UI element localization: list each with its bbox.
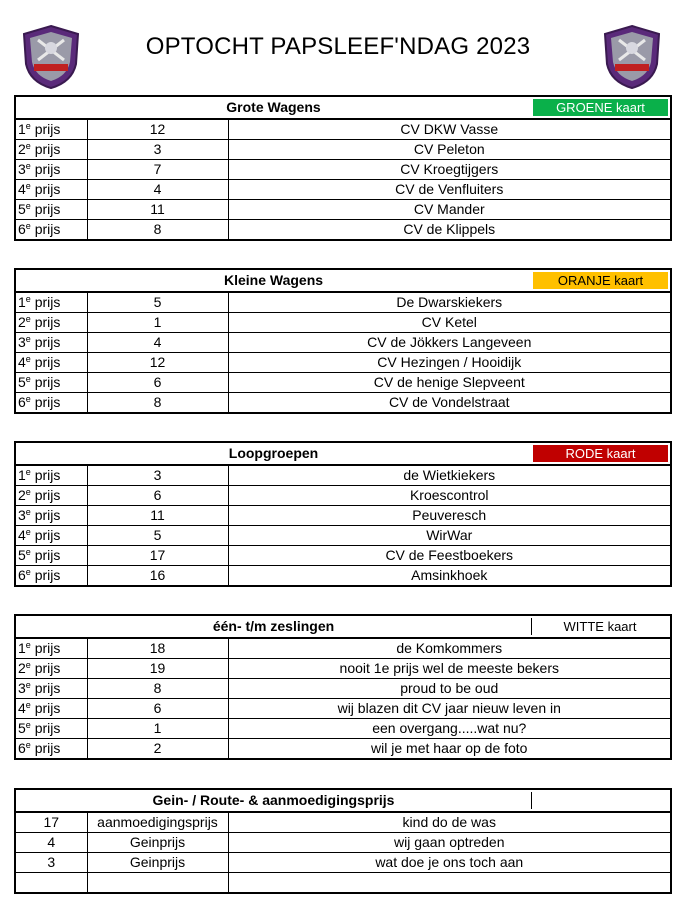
participant-number: 17 xyxy=(87,546,228,566)
participant-name: Amsinkhoek xyxy=(228,566,671,587)
prize-row xyxy=(15,313,671,333)
card-badge-orange: ORANJE kaart xyxy=(533,272,668,289)
prize-row xyxy=(15,160,671,180)
section-title: Grote Wagens xyxy=(15,96,531,119)
participant-name: CV de Klippels xyxy=(228,220,671,241)
section-een-tm-zeslingen xyxy=(14,614,672,760)
prize-row xyxy=(15,739,671,760)
participant-number: 4 xyxy=(15,833,87,853)
prize-rank: 5e prijs xyxy=(15,200,87,220)
participant-name: CV de Feestboekers xyxy=(228,546,671,566)
participant-name: CV Peleton xyxy=(228,140,671,160)
participant-name: CV Ketel xyxy=(228,313,671,333)
section-title: Kleine Wagens xyxy=(15,269,531,292)
prize-row xyxy=(15,853,671,873)
participant-number: 2 xyxy=(87,739,228,760)
prize-rank: 6e prijs xyxy=(15,566,87,587)
prize-row xyxy=(15,526,671,546)
participant-number: 1 xyxy=(87,719,228,739)
prize-rank: 5e prijs xyxy=(15,373,87,393)
participant-name: CV de henige Slepveent xyxy=(228,373,671,393)
section-kleine-wagens xyxy=(14,268,672,414)
prize-row xyxy=(15,638,671,659)
participant-name: een overgang.....wat nu? xyxy=(228,719,671,739)
participant-name: de Wietkiekers xyxy=(228,465,671,486)
participant-number: 16 xyxy=(87,566,228,587)
prize-row xyxy=(15,546,671,566)
prize-row xyxy=(15,220,671,241)
section-header xyxy=(15,442,671,465)
participant-number: 8 xyxy=(87,393,228,414)
participant-name: CV Kroegtijgers xyxy=(228,160,671,180)
participant-name: Kroescontrol xyxy=(228,486,671,506)
participant-number: 17 xyxy=(15,812,87,833)
participant-number: 7 xyxy=(87,160,228,180)
participant-number: 11 xyxy=(87,200,228,220)
participant-number: 19 xyxy=(87,659,228,679)
participant-number: 12 xyxy=(87,119,228,140)
prize-row xyxy=(15,119,671,140)
participant-name: CV Mander xyxy=(228,200,671,220)
card-badge-green: GROENE kaart xyxy=(533,99,668,116)
section-header xyxy=(15,789,671,812)
prize-rank: 2e prijs xyxy=(15,313,87,333)
page-header xyxy=(0,0,676,92)
prize-row xyxy=(15,393,671,414)
prize-row xyxy=(15,719,671,739)
participant-name: CV de Venfluiters xyxy=(228,180,671,200)
participant-number: 18 xyxy=(87,638,228,659)
prize-rank: 2e prijs xyxy=(15,140,87,160)
prize-row xyxy=(15,292,671,313)
participant-name xyxy=(228,873,671,894)
prize-row xyxy=(15,486,671,506)
participant-name: wij blazen dit CV jaar nieuw leven in xyxy=(228,699,671,719)
prize-row xyxy=(15,140,671,160)
participant-name: CV de Vondelstraat xyxy=(228,393,671,414)
participant-name: CV de Jökkers Langeveen xyxy=(228,333,671,353)
prize-row xyxy=(15,833,671,853)
prize-rank: 1e prijs xyxy=(15,638,87,659)
prize-row xyxy=(15,200,671,220)
participant-number: 8 xyxy=(87,220,228,241)
participant-name: wij gaan optreden xyxy=(228,833,671,853)
participant-number: 3 xyxy=(87,140,228,160)
section-title: één- t/m zeslingen xyxy=(15,615,531,638)
card-badge-empty xyxy=(531,792,668,809)
prize-rank: 4e prijs xyxy=(15,353,87,373)
prize-rank: 5e prijs xyxy=(15,719,87,739)
participant-number: 3 xyxy=(87,465,228,486)
prize-rank: 3e prijs xyxy=(15,506,87,526)
prize-row xyxy=(15,506,671,526)
participant-name: Peuveresch xyxy=(228,506,671,526)
prize-rank: 4e prijs xyxy=(15,180,87,200)
card-badge-white: WITTE kaart xyxy=(531,618,668,635)
prize-rank: 3e prijs xyxy=(15,679,87,699)
prize-row-empty xyxy=(15,873,671,894)
card-badge-red: RODE kaart xyxy=(533,445,668,462)
participant-number: 12 xyxy=(87,353,228,373)
prize-rank: 5e prijs xyxy=(15,546,87,566)
participant-name: wat doe je ons toch aan xyxy=(228,853,671,873)
participant-number: 4 xyxy=(87,180,228,200)
prize-type: aanmoedigingsprijs xyxy=(87,812,228,833)
participant-name: proud to be oud xyxy=(228,679,671,699)
section-header xyxy=(15,269,671,292)
prize-type: Geinprijs xyxy=(87,853,228,873)
section-title: Gein- / Route- & aanmoedigingsprijs xyxy=(15,789,531,812)
prize-rank: 3e prijs xyxy=(15,333,87,353)
prize-row xyxy=(15,566,671,587)
participant-name: de Komkommers xyxy=(228,638,671,659)
participant-number: 5 xyxy=(87,292,228,313)
section-grote-wagens xyxy=(14,95,672,241)
prize-rank: 1e prijs xyxy=(15,119,87,140)
prize-row xyxy=(15,659,671,679)
participant-name: CV Hezingen / Hooidijk xyxy=(228,353,671,373)
participant-number: 4 xyxy=(87,333,228,353)
prize-row xyxy=(15,180,671,200)
participant-number: 11 xyxy=(87,506,228,526)
participant-number: 5 xyxy=(87,526,228,546)
prize-rank: 1e prijs xyxy=(15,292,87,313)
prize-rank: 6e prijs xyxy=(15,393,87,414)
participant-number: 3 xyxy=(15,853,87,873)
participant-number xyxy=(15,873,87,894)
page-title: OPTOCHT PAPSLEEF'NDAG 2023 xyxy=(145,33,531,60)
prize-rank: 6e prijs xyxy=(15,739,87,760)
section-header xyxy=(15,615,671,638)
participant-name: kind do de was xyxy=(228,812,671,833)
participant-name: wil je met haar op de foto xyxy=(228,739,671,760)
prize-rank: 2e prijs xyxy=(15,659,87,679)
prize-rank: 6e prijs xyxy=(15,220,87,241)
prize-rank: 1e prijs xyxy=(15,465,87,486)
prize-rank: 3e prijs xyxy=(15,160,87,180)
prize-row xyxy=(15,679,671,699)
prize-row xyxy=(15,333,671,353)
prize-type xyxy=(87,873,228,894)
prize-row xyxy=(15,699,671,719)
participant-number: 6 xyxy=(87,486,228,506)
participant-number: 1 xyxy=(87,313,228,333)
prize-row xyxy=(15,812,671,833)
prize-type: Geinprijs xyxy=(87,833,228,853)
club-shield-logo-right xyxy=(601,24,663,90)
section-loopgroepen xyxy=(14,441,672,587)
prize-row xyxy=(15,353,671,373)
participant-number: 8 xyxy=(87,679,228,699)
section-title: Loopgroepen xyxy=(15,442,531,465)
prize-rank: 4e prijs xyxy=(15,699,87,719)
prize-rank: 4e prijs xyxy=(15,526,87,546)
participant-number: 6 xyxy=(87,699,228,719)
prize-row xyxy=(15,465,671,486)
section-gein-route-aanmoedigingsprijs xyxy=(14,788,672,894)
participant-name: nooit 1e prijs wel de meeste bekers xyxy=(228,659,671,679)
section-header xyxy=(15,96,671,119)
participant-number: 6 xyxy=(87,373,228,393)
prize-row xyxy=(15,373,671,393)
participant-name: WirWar xyxy=(228,526,671,546)
participant-name: CV DKW Vasse xyxy=(228,119,671,140)
prize-rank: 2e prijs xyxy=(15,486,87,506)
participant-name: De Dwarskiekers xyxy=(228,292,671,313)
